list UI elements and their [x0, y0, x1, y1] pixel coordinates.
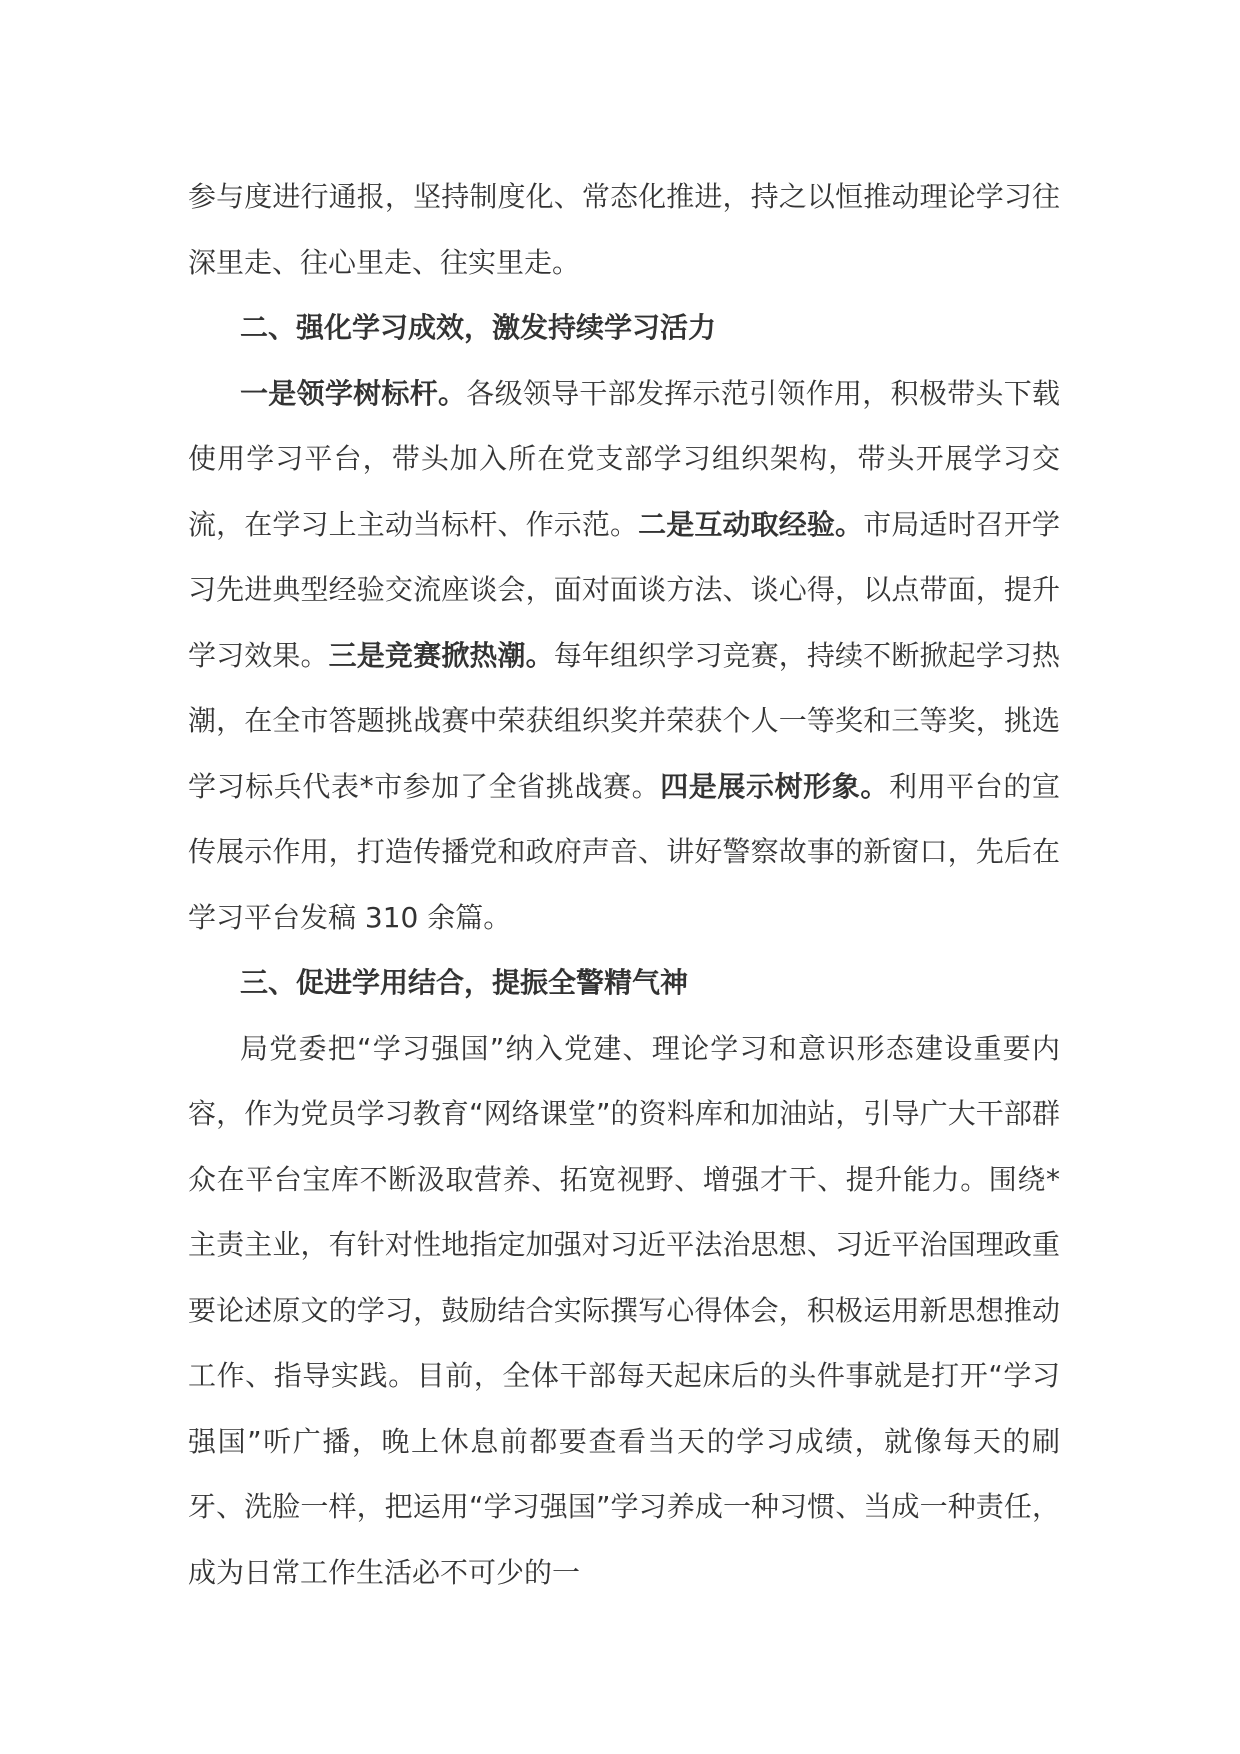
paragraph-text-3: 每年组织学习竞赛，持续不断掀起学习热潮，在全市答题挑战赛中荣获组织奖并荣获个人一等奖和三等奖，挑选学习标兵代表*市参加了全省挑战赛。	[188, 638, 1060, 803]
lead-phrase-4: 四是展示树形象。	[660, 769, 889, 803]
document-body	[188, 164, 1060, 1605]
lead-phrase-1: 一是领学树标杆。	[240, 376, 467, 410]
lead-phrase-3: 三是竞赛掀热潮。	[328, 638, 554, 672]
section-heading-3: 三、促进学用结合，提振全警精气神	[240, 966, 689, 999]
section-heading-2: 二、强化学习成效，激发持续学习活力	[240, 311, 717, 344]
paragraph-study-application: 局党委把“学习强国”纳入党建、理论学习和意识形态建设重要内容，作为党员学习教育“网络课堂”的资料库和加油站，引导广大干部群众在平台宝库不断汲取营养、拓宽视野、增强才干、提升能力。围绕*主责主业，有针对性地指定加强对习近平法治思想、习近平治国理政重要论述原文的学习，鼓励结合实际撰写心得体会，积极运用新思想推动工作、指导实践。目前，全体干部每天起床后的头件事就是打开“学习强国”听广播，晚上休息前都要查看当天的学习成绩，就像每天的刷牙、洗脸一样，把运用“学习强国”学习养成一种习惯、当成一种责任，成为日常工作生活必不可少的一	[188, 1031, 1060, 1589]
lead-phrase-2: 二是互动取经验。	[638, 507, 864, 541]
paragraph-text-2: 市局适时召开学习先进典型经验交流座谈会，面对面谈方法、谈心得，以点带面，提升学习效果。	[188, 507, 1060, 672]
paragraph-text-4: 利用平台的宣传展示作用，打造传播党和政府声音、讲好警察故事的新窗口，先后在学习平台发稿 310 余篇。	[188, 769, 1060, 934]
paragraph-learning-effect	[188, 361, 1060, 951]
paragraph-text-1: 各级领导干部发挥示范引领作用，积极带头下载使用学习平台，带头加入所在党支部学习组织架构，带头开展学习交流，在学习上主动当标杆、作示范。	[188, 376, 1060, 541]
paragraph-continuation: 参与度进行通报，坚持制度化、常态化推进，持之以恒推动理论学习往深里走、往心里走、往实里走。	[188, 180, 1060, 279]
